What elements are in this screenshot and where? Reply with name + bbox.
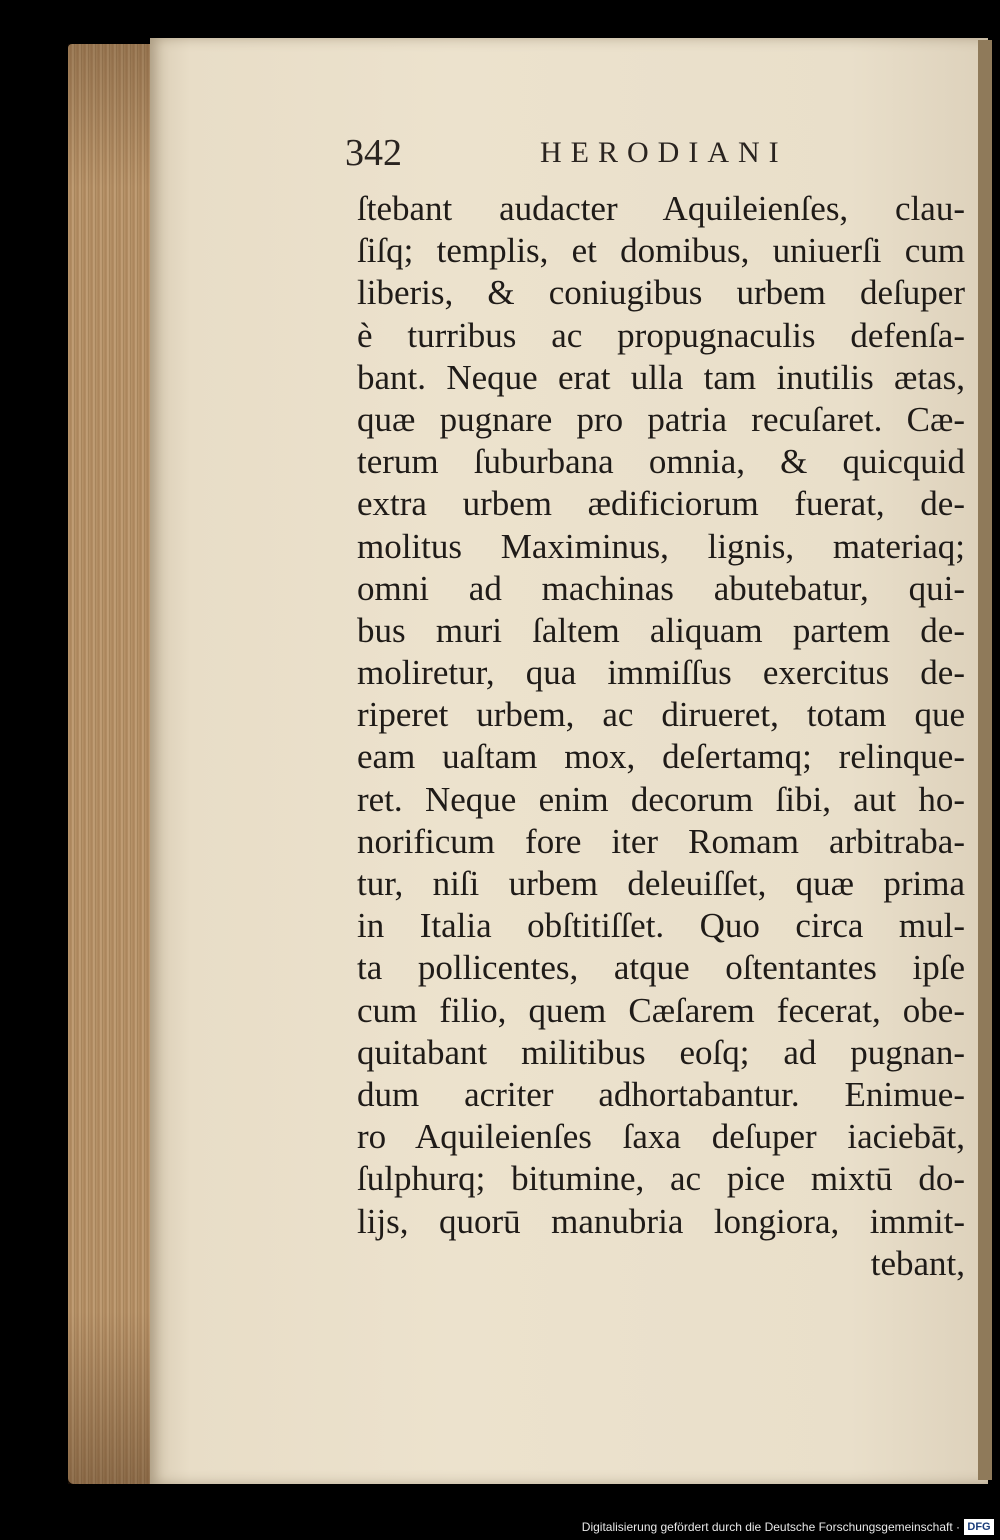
text-line: è turribus ac propugnaculis defenſa-: [357, 315, 965, 355]
running-head: [345, 128, 945, 178]
text-line: tebant,: [870, 1243, 965, 1283]
text-line: liberis, & coniugibus urbem deſuper: [357, 273, 965, 313]
text-line: moliretur, qua immiſſus exercitus de-: [357, 653, 965, 693]
text-line: norificum fore iter Romam arbitraba-: [357, 821, 965, 861]
text-line: terum ſuburbana omnia, & quicquid: [357, 442, 965, 482]
text-line: tur, niſi urbem deleuiſſet, quæ prima: [357, 864, 965, 903]
running-title: HERODIANI: [540, 136, 788, 169]
text-line: ro Aquileienſes ſaxa deſuper iaciebāt,: [357, 1117, 965, 1157]
text-line: quitabant militibus eoſq; ad pugnan-: [357, 1032, 965, 1072]
page-gutter-edge: [978, 40, 992, 1480]
text-line: bus muri ſaltem aliquam partem de-: [357, 610, 965, 650]
text-line: omni ad machinas abutebatur, qui-: [357, 568, 965, 608]
text-block: [357, 188, 965, 1285]
dfg-logo: DFG: [964, 1519, 994, 1535]
page-number: 342: [345, 132, 402, 174]
text-line: molitus Maximinus, lignis, materiaq;: [357, 526, 965, 566]
text-line: ſtebant audacter Aquileienſes, clau-: [357, 189, 965, 228]
text-line: ret. Neque enim decorum ſibi, aut ho-: [357, 779, 965, 819]
text-line: in Italia obſtitiſſet. Quo circa mul-: [357, 906, 965, 946]
text-line: ſiſq; templis, et domibus, uniuerſi cum: [357, 231, 965, 271]
text-line: cum filio, quem Cæſarem fecerat, obe-: [357, 990, 965, 1030]
text-line: ta pollicentes, atque oſtentantes ipſe: [357, 948, 965, 988]
text-line: dum acriter adhortabantur. Enimue-: [357, 1074, 965, 1114]
text-line: lijs, quorū manubria longiora, immit-: [357, 1201, 965, 1241]
text-line: ſulphurq; bitumine, ac pice mixtū do-: [357, 1159, 965, 1199]
text-line: extra urbem ædificiorum fuerat, de-: [357, 484, 965, 524]
digitization-credit: Digitalisierung gefördert durch die Deutsche Forschungsgemeinschaft ·: [581, 1520, 960, 1534]
text-line: quæ pugnare pro patria recuſaret. Cæ-: [357, 399, 965, 439]
text-line: riperet urbem, ac dirueret, totam que: [357, 695, 965, 735]
text-line: bant. Neque erat ulla tam inutilis ætas,: [357, 357, 965, 397]
text-line: eam uaſtam mox, deſertamq; relinque-: [357, 737, 965, 777]
